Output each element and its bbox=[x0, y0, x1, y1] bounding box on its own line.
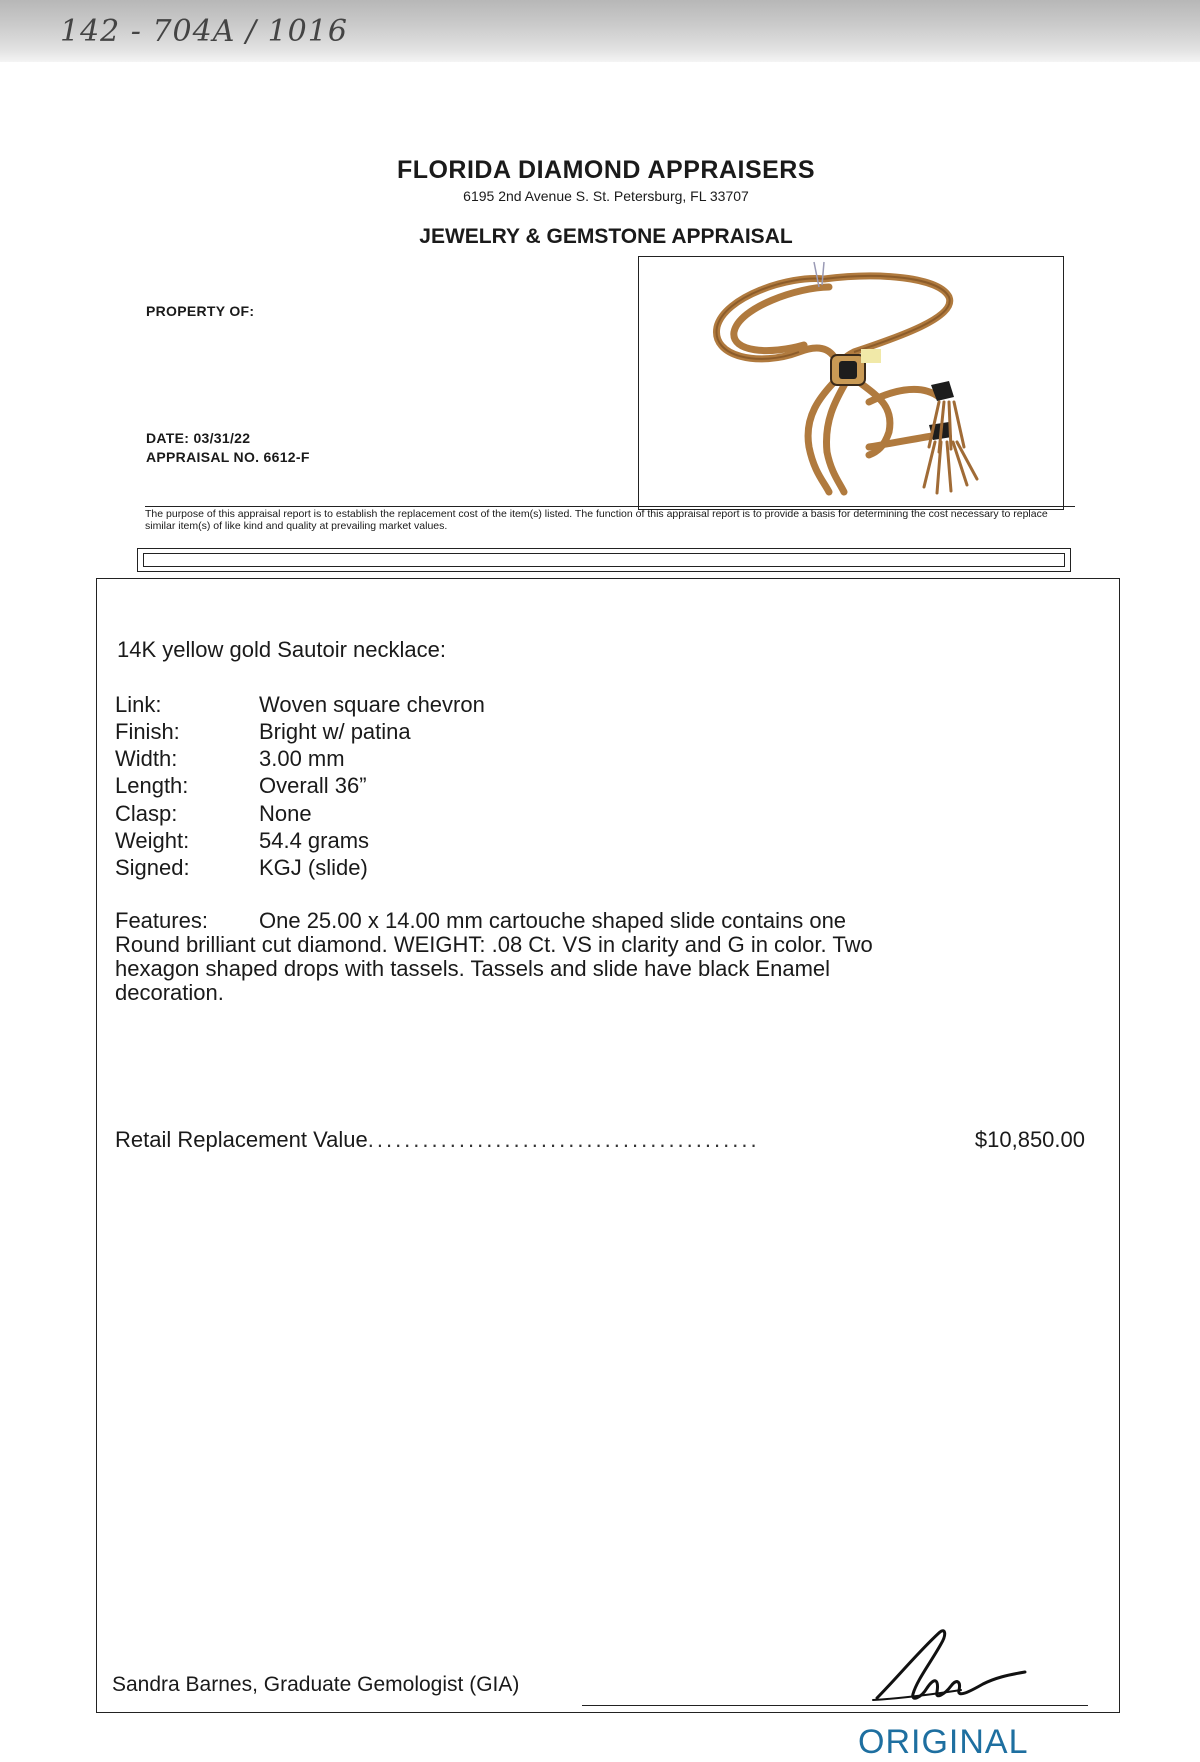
spec-label: Weight: bbox=[115, 828, 190, 853]
spec-value: Woven square chevron bbox=[259, 692, 485, 717]
signer-name: Sandra Barnes, Graduate Gemologist (GIA) bbox=[112, 1673, 520, 1696]
handwritten-signature bbox=[865, 1620, 1045, 1710]
date-label: DATE: bbox=[146, 430, 190, 446]
company-name: FLORIDA DIAMOND APPRAISERS bbox=[396, 156, 816, 184]
necklace-illustration bbox=[639, 257, 1063, 509]
spec-label: Signed: bbox=[115, 855, 190, 880]
leader-dots: ........................................... bbox=[367, 1127, 760, 1152]
date-value: 03/31/22 bbox=[193, 430, 251, 446]
spec-value: Overall 36” bbox=[259, 773, 367, 798]
features-line-1: One 25.00 x 14.00 mm cartouche shaped slide contains one bbox=[259, 908, 847, 933]
purpose-statement: The purpose of this appraisal report is to establish the replacement cost of the item(s) listed. The function of this appraisal report is to provide a basis for determining the cost necessary to replace similar item(s) of like kind and quality at prevailing market values. bbox=[145, 506, 1075, 532]
features-label: Features: bbox=[115, 908, 208, 933]
spec-label: Width: bbox=[115, 746, 178, 771]
property-of-label: PROPERTY OF: bbox=[146, 303, 255, 319]
date-field bbox=[146, 430, 250, 446]
spec-label: Clasp: bbox=[115, 801, 178, 826]
appraisal-number-value: 6612-F bbox=[263, 449, 310, 465]
spec-label: Link: bbox=[115, 692, 162, 717]
spec-value: 54.4 grams bbox=[259, 828, 370, 853]
item-photo bbox=[638, 256, 1064, 510]
appraisal-number-label: APPRAISAL NO. bbox=[146, 449, 260, 465]
spec-value: KGJ (slide) bbox=[259, 855, 368, 880]
company-address: 6195 2nd Avenue S. St. Petersburg, FL 33707 bbox=[463, 188, 749, 204]
section-divider bbox=[137, 548, 1071, 572]
retail-value-label: Retail Replacement Value bbox=[115, 1127, 368, 1152]
spec-value: None bbox=[259, 801, 312, 826]
spec-label: Finish: bbox=[115, 719, 180, 744]
handwritten-reference-note: 142 - 704A / 1016 bbox=[60, 14, 348, 49]
item-description-title: 14K yellow gold Sautoir necklace: bbox=[117, 637, 446, 662]
spec-value: Bright w/ patina bbox=[259, 719, 411, 744]
features-text: Round brilliant cut diamond. WEIGHT: .08 Ct. VS in clarity and G in color. Two hexagon shaped drops with tassels. Tassels and slide have black Enamel decoration. bbox=[115, 932, 873, 1005]
original-stamp: ORIGINAL bbox=[858, 1723, 1029, 1761]
document-title: JEWELRY & GEMSTONE APPRAISAL bbox=[419, 225, 793, 248]
spec-label: Length: bbox=[115, 773, 189, 798]
retail-value-amount: $10,850.00 bbox=[974, 1127, 1085, 1152]
retail-replacement-row bbox=[115, 1127, 1085, 1153]
appraisal-number-field bbox=[146, 449, 310, 465]
spec-value: 3.00 mm bbox=[259, 746, 345, 771]
features-paragraph bbox=[115, 909, 915, 1005]
